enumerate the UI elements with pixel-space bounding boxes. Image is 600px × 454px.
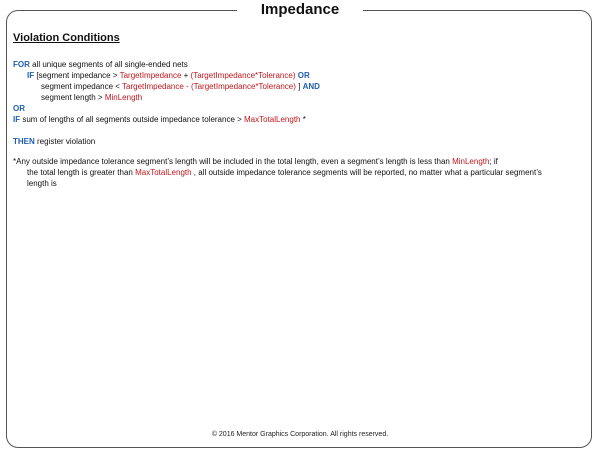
condition-if-2	[13, 81, 588, 92]
keyword-if: IF	[27, 71, 35, 80]
text: segment impedance <	[41, 82, 123, 91]
conditions-block	[13, 59, 588, 189]
param-min-length: MinLength	[104, 93, 143, 102]
text: sum of lengths of all segments outside impedance tolerance >	[20, 115, 245, 124]
condition-for	[13, 59, 588, 70]
title-bar	[0, 0, 600, 18]
param-lower-bound: TargetImpedance - (TargetImpedance*Tolerance)	[122, 82, 296, 91]
text: all unique segments of all single-ended nets	[29, 60, 188, 69]
keyword-and: AND	[302, 82, 320, 91]
param-tolerance-expr: (TargetImpedance*Tolerance)	[190, 71, 296, 80]
param-max-total-length: MaxTotalLength	[244, 115, 301, 124]
text: *Any outside impedance tolerance segment’s length will be included in the total length, even a segment’s length is less than	[13, 157, 453, 166]
text: ; if	[489, 157, 498, 166]
copyright-footer: © 2016 Mentor Graphics Corporation. All rights reserved.	[211, 431, 389, 438]
keyword-if: IF	[13, 115, 21, 124]
keyword-or: OR	[13, 104, 25, 113]
page-title: Impedance	[237, 1, 363, 18]
text: ]	[295, 82, 303, 91]
text: *	[300, 115, 306, 124]
text: the total length is greater than	[27, 168, 136, 177]
text: segment length >	[41, 93, 105, 102]
condition-if-sum	[13, 114, 588, 125]
text: register violation	[34, 137, 96, 146]
param-max-total-length: MaxTotalLength	[135, 168, 192, 177]
condition-then	[13, 136, 588, 147]
condition-if-3	[13, 92, 588, 103]
keyword-then: THEN	[13, 137, 35, 146]
keyword-or: OR	[297, 71, 310, 80]
text: , all outside impedance tolerance segments will be reported, no matter what a particular segment’s length is	[27, 168, 542, 188]
condition-if-1	[13, 70, 588, 81]
param-min-length: MinLength	[452, 157, 490, 166]
keyword-for: FOR	[13, 60, 30, 69]
footnote	[13, 156, 588, 189]
param-target-impedance: TargetImpedance	[119, 71, 182, 80]
condition-or	[13, 103, 588, 114]
text: +	[181, 71, 191, 80]
text: [segment impedance >	[34, 71, 120, 80]
section-heading: Violation Conditions	[13, 32, 120, 44]
